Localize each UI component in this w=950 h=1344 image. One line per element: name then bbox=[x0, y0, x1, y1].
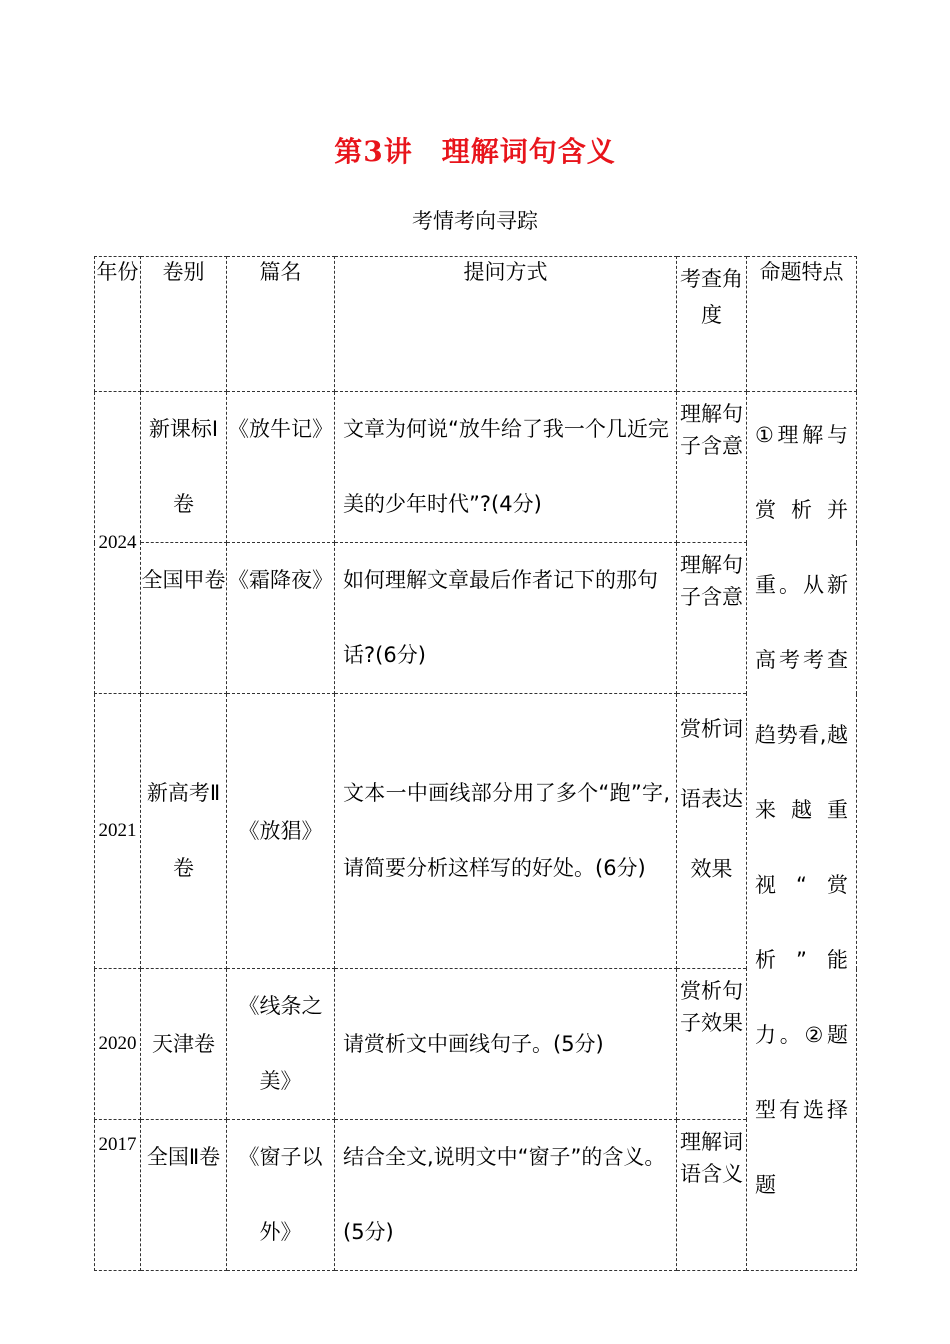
row-question: 结合全文,说明文中“窗子”的含义。(5分) bbox=[335, 1120, 677, 1271]
table-header-row bbox=[95, 257, 857, 392]
row-year: 2021 bbox=[95, 694, 141, 969]
header-feature: 命题特点 bbox=[747, 257, 857, 392]
row-paper: 新课标Ⅰ卷 bbox=[141, 392, 227, 543]
row-angle: 理解词语含义 bbox=[677, 1120, 747, 1271]
header-article: 篇名 bbox=[227, 257, 335, 392]
table-row bbox=[95, 392, 857, 543]
section-subtitle: 考情考向寻踪 bbox=[412, 209, 538, 233]
row-paper: 天津卷 bbox=[141, 969, 227, 1120]
row-article: 《霜降夜》 bbox=[227, 543, 335, 694]
row-question: 文章为何说“放牛给了我一个几近完美的少年时代”?(4分) bbox=[335, 392, 677, 543]
header-paper: 卷别 bbox=[141, 257, 227, 392]
exam-table bbox=[94, 256, 857, 1271]
row-article: 《放牛记》 bbox=[227, 392, 335, 543]
table-row bbox=[95, 694, 857, 969]
row-paper: 全国甲卷 bbox=[141, 543, 227, 694]
row-article: 《窗子以外》 bbox=[227, 1120, 335, 1271]
row-angle: 理解句子含意 bbox=[677, 392, 747, 543]
header-question: 提问方式 bbox=[335, 257, 677, 392]
header-angle: 考查角度 bbox=[677, 257, 747, 392]
row-year: 2024 bbox=[95, 392, 141, 694]
feature-cell: ①理解与赏析并重。从新高考考查趋势看,越来越重视“赏析”能力。②题型有选择题 bbox=[747, 392, 857, 1271]
row-paper: 新高考Ⅱ卷 bbox=[141, 694, 227, 969]
row-angle: 理解句子含意 bbox=[677, 543, 747, 694]
table-row bbox=[95, 969, 857, 1120]
row-question: 如何理解文章最后作者记下的那句话?(6分) bbox=[335, 543, 677, 694]
row-question: 文本一中画线部分用了多个“跑”字,请简要分析这样写的好处。(6分) bbox=[335, 694, 677, 969]
header-year: 年份 bbox=[95, 257, 141, 392]
row-angle: 赏析句子效果 bbox=[677, 969, 747, 1120]
row-article: 《放猖》 bbox=[227, 694, 335, 969]
row-article: 《线条之美》 bbox=[227, 969, 335, 1120]
row-angle: 赏析词语表达效果 bbox=[677, 694, 747, 969]
row-year: 2020 bbox=[95, 969, 141, 1120]
row-paper: 全国Ⅱ卷 bbox=[141, 1120, 227, 1271]
page-title: 第3讲 理解词句含义 bbox=[334, 135, 616, 168]
row-question: 请赏析文中画线句子。(5分) bbox=[335, 969, 677, 1120]
row-year: 2017 bbox=[95, 1120, 141, 1271]
table-row bbox=[95, 1120, 857, 1271]
table-row bbox=[95, 543, 857, 694]
